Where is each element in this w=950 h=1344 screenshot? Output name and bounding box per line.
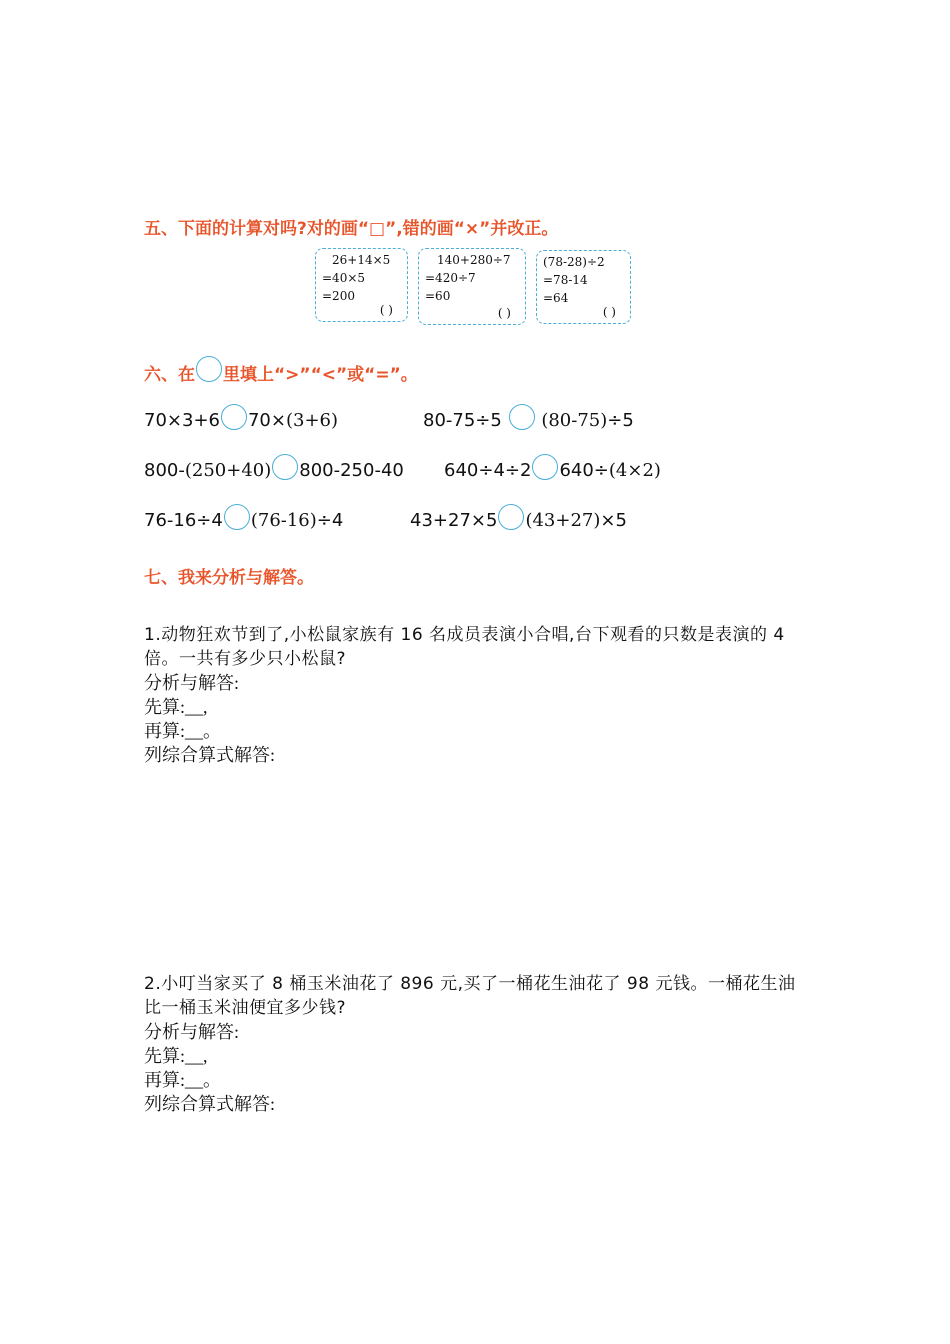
expr-paren: (250+40) (184, 460, 272, 481)
calc-box-2 (418, 248, 526, 325)
second-step: 再算:__。 (144, 721, 222, 741)
calc-line: =60 (425, 289, 451, 303)
section-6-title-post: 里填上“>”“<”或“=”。 (223, 365, 418, 385)
expr-left: 80-75÷5 (423, 410, 502, 431)
expr-paren: (76-16) (250, 510, 317, 531)
compare-circle[interactable] (498, 504, 524, 530)
calc-line: =420÷7 (425, 271, 476, 285)
problem-text: 2.小叮当家买了 8 桶玉米油花了 896 元,买了一桶花生油花了 98 元钱。一桶花生油比一桶玉米油便宜多少钱? (144, 974, 796, 1018)
compare-item-5 (144, 504, 343, 531)
expr-paren: (4×2) (608, 460, 661, 481)
expr-right: 640÷ (559, 460, 609, 481)
expr-left: 70×3+6 (144, 410, 220, 431)
expr-paren: (43+27) (525, 510, 601, 531)
calc-box-3 (536, 250, 631, 324)
calc-line: 140+280÷7 (437, 253, 511, 267)
analysis-label: 分析与解答: (144, 1022, 240, 1042)
calc-box-1 (315, 248, 408, 322)
answer-paren[interactable]: ( ) (379, 303, 393, 317)
formula-label: 列综合算式解答: (144, 1094, 276, 1114)
formula-label: 列综合算式解答: (144, 745, 276, 765)
calc-line: 26+14×5 (332, 253, 391, 267)
compare-item-3 (144, 454, 404, 481)
compare-circle[interactable] (221, 404, 247, 430)
expr-paren: (3+6) (285, 410, 339, 431)
calc-line: =64 (543, 291, 569, 305)
compare-item-6 (410, 504, 627, 531)
compare-circle[interactable] (272, 454, 298, 480)
second-step: 再算:__。 (144, 1070, 222, 1090)
expr-left: 76-16÷4 (144, 510, 223, 531)
answer-paren[interactable]: ( ) (497, 306, 511, 320)
problem-1 (144, 623, 804, 767)
calc-line: =200 (322, 289, 355, 303)
compare-item-1 (144, 404, 338, 431)
expr-right: 70× (247, 410, 286, 431)
expr-tail: ×5 (600, 510, 627, 531)
compare-item-2 (423, 404, 634, 431)
problem-text: 1.动物狂欢节到了,小松鼠家族有 16 名成员表演小合唱,台下观看的只数是表演的 4 倍。一共有多少只小松鼠? (144, 625, 785, 669)
section-6-title-pre: 六、在 (144, 365, 195, 385)
section-6-title (144, 356, 418, 385)
compare-circle[interactable] (509, 404, 535, 430)
expr-right: 800-250-40 (299, 460, 404, 481)
first-step: 先算:__, (144, 1046, 208, 1066)
section-5-title: 五、下面的计算对吗?对的画“□”,错的画“×”并改正。 (144, 219, 559, 239)
compare-circle[interactable] (532, 454, 558, 480)
calc-line: =78-14 (543, 273, 588, 287)
expr-paren: (80-75) (541, 410, 608, 431)
compare-item-4 (444, 454, 661, 481)
expr-tail: ÷5 (607, 410, 634, 431)
circle-icon (196, 356, 222, 382)
analysis-label: 分析与解答: (144, 673, 240, 693)
calc-line: =40×5 (322, 271, 366, 285)
expr-left: 640÷4÷2 (444, 460, 532, 481)
section-7-title: 七、我来分析与解答。 (144, 568, 314, 588)
expr-tail: ÷4 (316, 510, 344, 531)
calc-line: (78-28)÷2 (543, 255, 605, 269)
answer-paren[interactable]: ( ) (602, 305, 616, 319)
expr-left: 43+27×5 (410, 510, 498, 531)
compare-circle[interactable] (224, 504, 250, 530)
expr-left: 800- (144, 460, 185, 481)
problem-2 (144, 972, 804, 1116)
first-step: 先算:__, (144, 697, 208, 717)
